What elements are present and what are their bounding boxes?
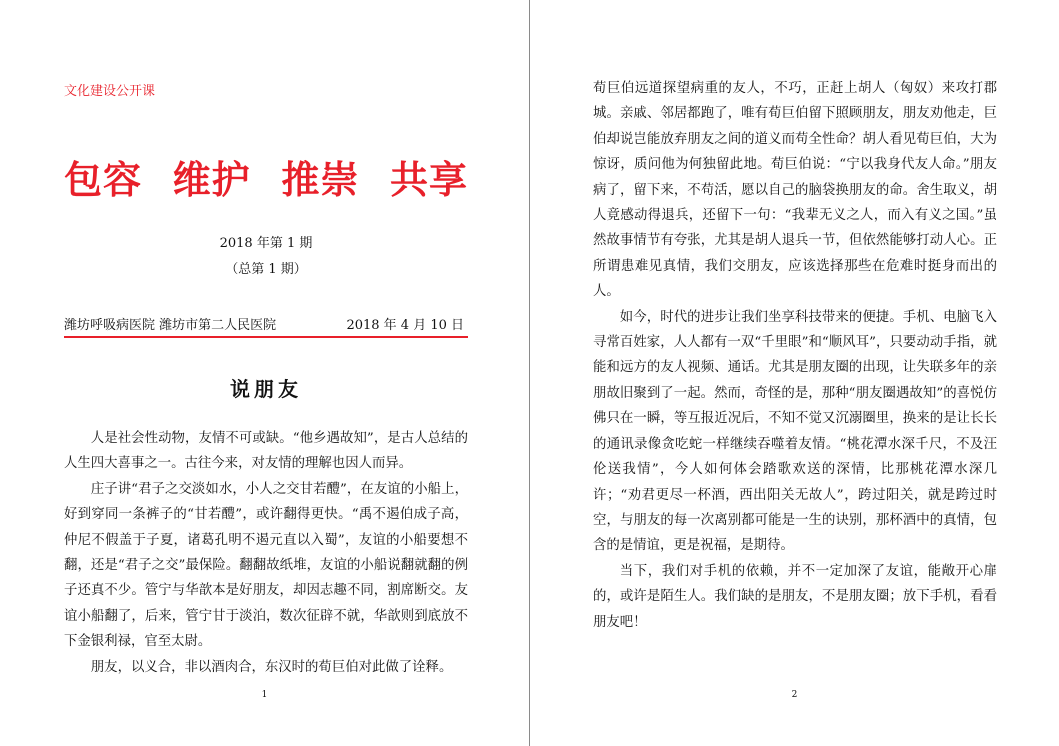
publisher-line (64, 314, 468, 334)
organizations: 潍坊呼吸病医院 潍坊市第二人民医院 (64, 318, 277, 333)
banner-word-2: 维护 (172, 156, 251, 202)
paragraph-continuation: 荀巨伯远道探望病重的友人，不巧，正赶上胡人（匈奴）来攻打郡城。亲戚、邻居都跑了，唯有荀巨伯留下照顾朋友，朋友劝他走，巨伯却说岂能放弃朋友之间的道义而苟全性命？胡人看见荀巨伯，大为惊讶，质问他为何独留此地。荀巨伯说：“宁以我身代友人命。”朋友病了，留下来，不苟活，愿以自己的脑袋换朋友的命。舍生取义，胡人竟感动得退兵，还留下一句：“我辈无义之人，而入有义之国。”虽然故事情节有夸张，尤其是胡人退兵一节，但依然能够打动人心。正所谓患难见真情，我们交朋友，应该选择那些在危难时挺身而出的人。 (593, 81, 997, 300)
publish-date: 2018 年 4 月 10 日 (346, 318, 464, 333)
banner-word-1: 包容 (64, 156, 143, 202)
series-label: 文化建设公开课 (64, 84, 156, 99)
paragraph: 人是社会性动物，友情不可或缺。“他乡遇故知”，是古人总结的人生四大喜事之一。古往今来，对友情的理解也因人而异。 (64, 431, 468, 472)
article-body-page-2 (593, 76, 997, 635)
paragraph: 如今，时代的进步让我们坐享科技带来的便捷。手机、电脑飞入寻常百姓家，人人都有一双“千里眼”和“顺风耳”，只要动动手指，就能和远方的友人视频、通话。尤其是朋友圈的出现，让失联多年的亲朋故旧聚到了一起。然而，奇怪的是，那种“朋友圈遇故知”的喜悦仿佛只在一瞬，等互报近况后，不知不觉又沉溺圈里，换来的是让长长的通讯录像贪吃蛇一样继续吞噬着友情。“桃花潭水深千尺，不及汪伦送我情”，今人如何体会踏歌欢送的深情，比那桃花潭水深几许；“劝君更尽一杯酒，西出阳关无故人”，跨过阳关，就是跨过时空，与朋友的每一次离别都可能是一生的诀别，那杯酒中的真情，包含的是情谊，更是祝福，是期待。 (593, 309, 997, 554)
page-number: 1 (261, 690, 268, 700)
banner-word-4: 共享 (389, 156, 468, 202)
document-page-1 (0, 0, 529, 746)
banner-headline (64, 150, 468, 202)
article-body-page-1 (64, 426, 468, 680)
banner-word-3: 推崇 (281, 156, 360, 202)
total-issue-number: （总第 1 期） (225, 262, 307, 277)
page-number: 2 (791, 690, 798, 700)
issue-number: 2018 年第 1 期 (219, 236, 313, 251)
document-page-2 (530, 0, 1059, 746)
paragraph: 朋友，以义合，非以酒肉合，东汉时的荀巨伯对此做了诠释。 (90, 659, 453, 675)
article-title: 说朋友 (230, 377, 302, 401)
red-divider-rule (64, 336, 468, 338)
paragraph: 庄子讲“君子之交淡如水，小人之交甘若醴”，在友谊的小船上，好到穿同一条裤子的“甘若醴”，或许翻得更快。“禹不遏伯成子高，仲尼不假盖于子夏，诸葛孔明不遏元直以入蜀”，友谊的小船要想不翻，还是“君子之交”最保险。翻翻故纸堆，友谊的小船说翻就翻的例子还真不少。管宁与华歆本是好朋友，却因志趣不同，割席断交。友谊小船翻了，后来，管宁甘于淡泊，数次征辟不就，华歆则到底放不下金银利禄，官至太尉。 (64, 481, 468, 650)
paragraph: 当下，我们对手机的依赖，并不一定加深了友谊，能敞开心扉的，或许是陌生人。我们缺的是朋友，不是朋友圈；放下手机，看看朋友吧！ (593, 563, 997, 630)
